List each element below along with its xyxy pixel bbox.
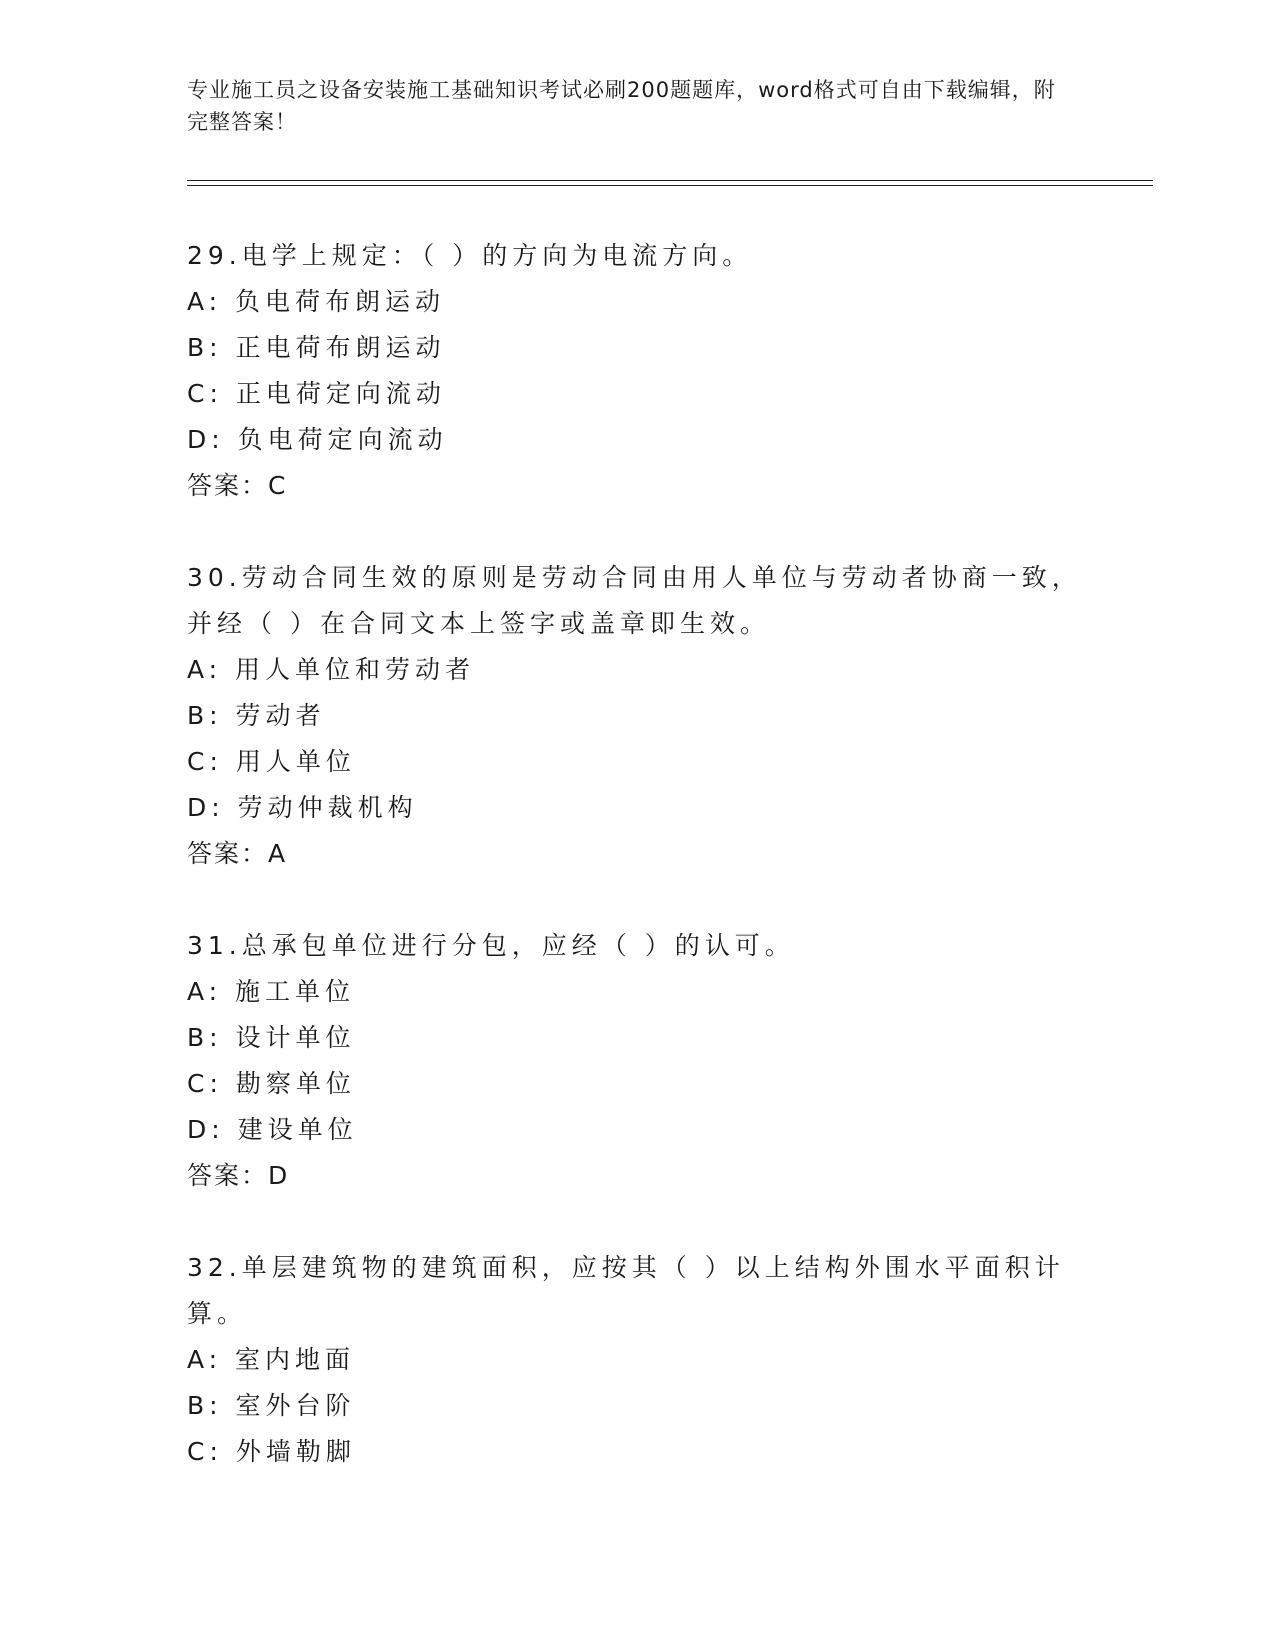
option-d: D: 负电荷定向流动 [187, 425, 448, 454]
header-divider-bottom [187, 185, 1153, 186]
option-d: D: 建设单位 [187, 1115, 358, 1144]
question-stem: 30.劳动合同生效的原则是劳动合同由用人单位与劳动者协商一致，并经（ ）在合同文本上签字或盖章即生效。 [187, 563, 1082, 638]
option-b: B: 设计单位 [187, 1023, 356, 1052]
question-stem: 31.总承包单位进行分包，应经（ ）的认可。 [187, 931, 795, 960]
option-a: A: 用人单位和劳动者 [187, 655, 476, 684]
question-29 [187, 233, 1087, 509]
question-32 [187, 1245, 1087, 1475]
question-30 [187, 555, 1087, 877]
option-a: A: 施工单位 [187, 977, 356, 1006]
question-stem: 29.电学上规定：（ ）的方向为电流方向。 [187, 241, 753, 270]
answer: 答案：A [187, 839, 288, 868]
option-a: A: 室内地面 [187, 1345, 356, 1374]
option-a: A: 负电荷布朗运动 [187, 287, 446, 316]
option-b: B: 正电荷布朗运动 [187, 333, 446, 362]
answer: 答案：C [187, 471, 288, 500]
option-c: C: 用人单位 [187, 747, 356, 776]
option-c: C: 外墙勒脚 [187, 1437, 356, 1466]
option-c: C: 正电荷定向流动 [187, 379, 446, 408]
option-c: C: 勘察单位 [187, 1069, 356, 1098]
header-divider-top [187, 180, 1153, 181]
document-header: 专业施工员之设备安装施工基础知识考试必刷200题题库，word格式可自由下载编辑，附完整答案！ [187, 78, 1056, 134]
question-31 [187, 923, 1087, 1199]
question-list [187, 233, 1087, 1521]
question-stem: 32.单层建筑物的建筑面积，应按其（ ）以上结构外围水平面积计算。 [187, 1253, 1065, 1328]
option-d: D: 劳动仲裁机构 [187, 793, 418, 822]
option-b: B: 室外台阶 [187, 1391, 356, 1420]
answer: 答案：D [187, 1161, 290, 1190]
option-b: B: 劳动者 [187, 701, 326, 730]
